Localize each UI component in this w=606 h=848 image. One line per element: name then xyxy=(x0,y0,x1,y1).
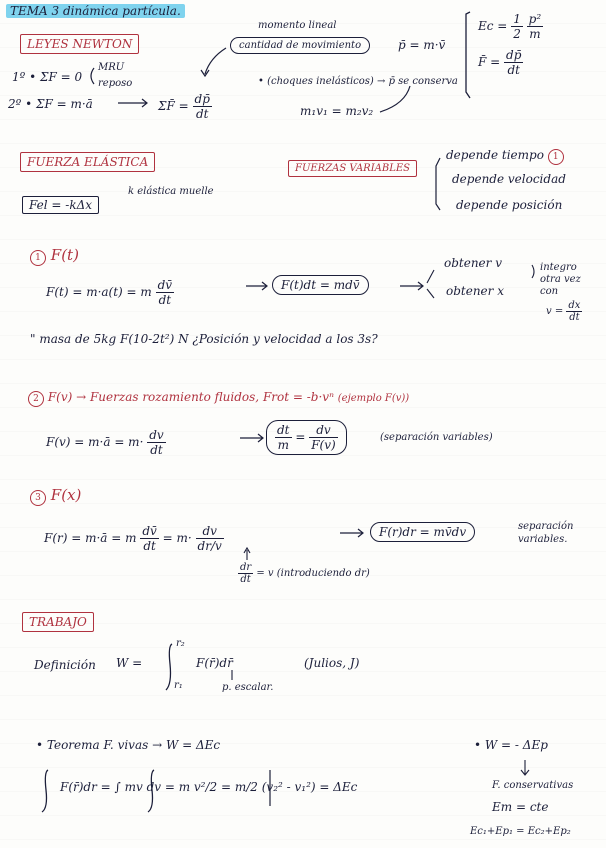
section-heading-trabajo: TRABAJO xyxy=(22,612,94,632)
section-heading-elastica: FUERZA ELÁSTICA xyxy=(20,152,155,172)
fx-substitution: $\frac{dr}{dt}$ = v (introduciendo dr) xyxy=(240,562,370,585)
ft-obtain-x: obtener x xyxy=(446,284,504,298)
momento-formula: p̄ = m·v̄ xyxy=(398,38,446,52)
conservative-w: • W = - ΔEp xyxy=(474,738,548,752)
law1-option-mru: MRU xyxy=(98,62,125,73)
trabajo-units: (Julios, J) xyxy=(304,656,360,670)
number-circle-icon: 1 xyxy=(30,250,46,266)
teorema-fuerzas-vivas: • Teorema F. vivas → W = ΔEc xyxy=(36,738,221,752)
ec-formula: Ec = $\frac{1}{2}$ $\frac{\text{p²}}{m}$ xyxy=(478,12,542,41)
elastica-note: k elástica muelle xyxy=(128,186,214,197)
momento-pill: cantidad de movimiento xyxy=(230,37,370,54)
number-circle-icon: 1 xyxy=(548,149,564,165)
section-heading-fx: 3 F(x) xyxy=(30,486,81,506)
section-heading-leyes: LEYES NEWTON xyxy=(20,34,139,54)
trabajo-def-label: Definición xyxy=(34,658,96,672)
teorema-equation: F(r̄)dr = ∫ mv dv = m v²/2 = m/2 (v₂² - v₁²) = ΔEc xyxy=(60,780,358,794)
section-heading-variables: FUERZAS VARIABLES xyxy=(288,160,417,177)
fx-note: separación variables. xyxy=(518,521,574,545)
law1-text: 1º • ΣF = 0 xyxy=(12,70,83,84)
fv-separation-box: $\frac{dt}{m}$ = $\frac{dv}{F(v)}$ xyxy=(266,420,347,455)
fv-note: (separación variables) xyxy=(380,432,493,443)
section-heading-fv: 2 F(v) → Fuerzas rozamiento fluidos, Frot = -b·vⁿ (ejemplo F(v)) xyxy=(28,390,409,407)
ft-obtain-v: obtener v xyxy=(444,256,502,270)
trabajo-w-label: W = xyxy=(116,656,143,670)
momento-note: • (choques inelásticos) → p̄ se conserva xyxy=(258,76,458,87)
ft-integrate-note: integro otra vez con xyxy=(540,262,581,297)
conservative-equation: Ec₁+Ep₁ = Ec₂+Ep₂ xyxy=(470,826,571,837)
law2-result: ΣF̄ = $\frac{dp̄}{dt}$ xyxy=(158,92,210,121)
variables-option-posicion: depende posición xyxy=(456,198,563,212)
force-derivative-formula: F̄ = $\frac{dp̄}{dt}$ xyxy=(478,48,522,77)
variables-option-tiempo: depende tiempo 1 xyxy=(446,148,564,165)
fv-equation: F(v) = m·ā = m· $\frac{dv}{dt}$ xyxy=(46,428,164,457)
trabajo-int-upper: r₂ xyxy=(176,638,185,649)
number-circle-icon: 2 xyxy=(28,391,44,407)
variables-option-velocidad: depende velocidad xyxy=(452,172,566,186)
elastica-formula: Fel = -kΔx xyxy=(22,196,99,214)
fx-pill: F(r)dr = mv̄dv xyxy=(370,522,475,542)
fx-equation: F(r) = m·ā = m $\frac{dv̄}{dt}$ = m· $\frac{dv}{dr/v}$ xyxy=(44,524,222,553)
trabajo-int-lower: r₁ xyxy=(174,680,183,691)
ft-example: " masa de 5kg F(10-2t²) N ¿Posición y velocidad a los 3s? xyxy=(30,332,378,346)
momento-conservation: m₁v₁ = m₂v₂ xyxy=(300,104,374,118)
ft-equation: F(t) = m·a(t) = m $\frac{dv̄}{dt}$ xyxy=(46,278,173,307)
conservative-em: Em = cte xyxy=(492,800,549,814)
trabajo-p-escalar: p. escalar. xyxy=(222,682,274,693)
number-circle-icon: 3 xyxy=(30,490,46,506)
law2-text: 2º • ΣF = m·ā xyxy=(8,97,93,111)
law1-option-reposo: reposo xyxy=(98,78,133,89)
momento-label: momento lineal xyxy=(258,20,337,31)
trabajo-integrand: F(r̄)dr̄ xyxy=(196,656,233,670)
ft-v-formula: v = $\frac{dx}{dt}$ xyxy=(546,300,581,323)
page-title: TEMA 3 dinámica partícula. xyxy=(6,4,185,18)
conservative-forces: F. conservativas xyxy=(492,780,574,791)
ft-pill: F(t)dt = mdv̄ xyxy=(272,275,369,295)
section-heading-ft: 1 F(t) xyxy=(30,246,79,266)
